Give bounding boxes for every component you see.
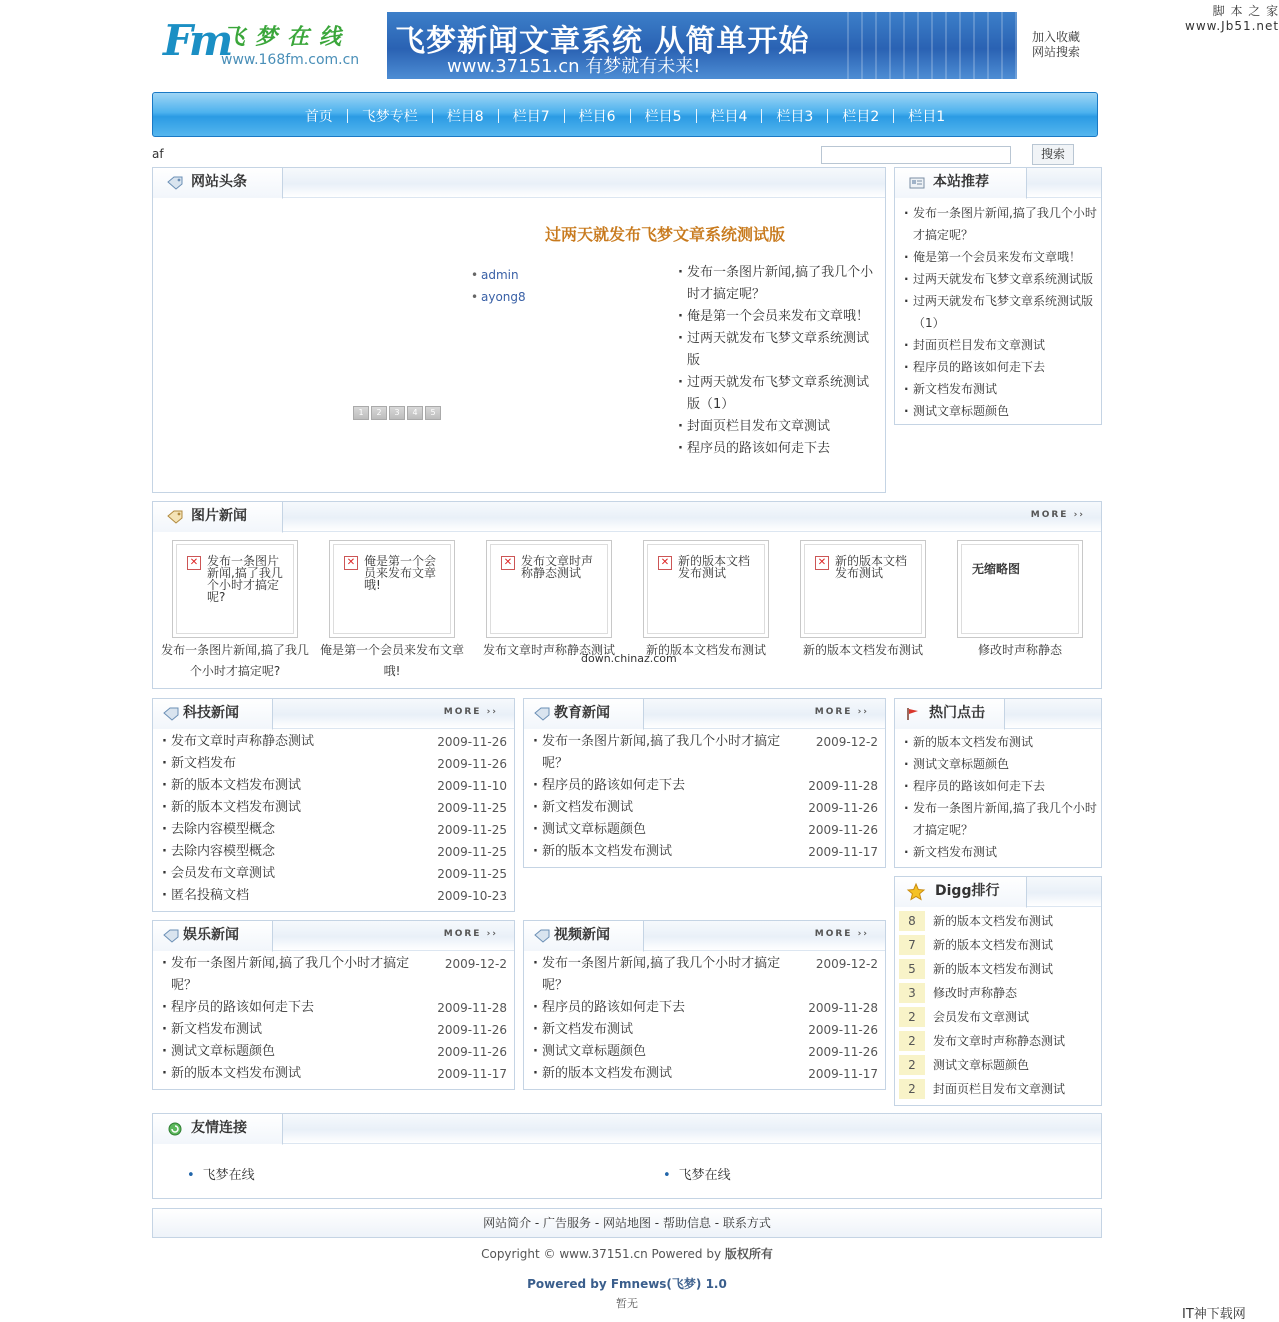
- item-title[interactable]: 发布一条图片新闻,搞了我几个小时才搞定呢？: [542, 956, 781, 993]
- digg-item[interactable]: [895, 1005, 1101, 1029]
- item-title[interactable]: 新的版本文档发布测试: [542, 1066, 673, 1081]
- search-row: [152, 146, 1102, 166]
- list-item[interactable]: [532, 731, 878, 775]
- broken-image-icon: ✕: [815, 556, 829, 570]
- list-item[interactable]: · 过两天就发布飞梦文章系统测试版: [903, 268, 1099, 290]
- list-item[interactable]: · 过两天就发布飞梦文章系统测试版: [677, 328, 877, 372]
- item-title[interactable]: 匿名投稿文档: [171, 888, 250, 903]
- list-item[interactable]: [532, 797, 878, 819]
- item-title[interactable]: 测试文章标题颜色: [542, 822, 647, 837]
- list-item[interactable]: [532, 775, 878, 797]
- list-item[interactable]: [161, 819, 507, 841]
- list-item[interactable]: [532, 1063, 878, 1085]
- item-title[interactable]: 测试文章标题颜色: [542, 1044, 647, 1059]
- item-date: 2009-11-26: [437, 1023, 507, 1037]
- friend-links-box: [152, 1113, 1102, 1199]
- list-item[interactable]: [161, 1019, 507, 1041]
- user-link[interactable]: • admin: [471, 264, 526, 286]
- photo-alt: 发布文章时声称静态测试: [521, 554, 594, 580]
- friend-link[interactable]: • 飞梦在线: [187, 1164, 255, 1183]
- item-title[interactable]: 新的版本文档发布测试: [542, 844, 673, 859]
- item-date: 2009-11-25: [437, 801, 507, 815]
- item-date: 2009-12-2: [444, 957, 507, 971]
- photo-frame[interactable]: [486, 540, 612, 638]
- tag-icon: [534, 929, 550, 943]
- item-title[interactable]: 去除内容模型概念: [171, 822, 276, 837]
- ent-news-title: 娱乐新闻: [183, 927, 239, 943]
- ent-news-box: [152, 920, 515, 1090]
- nav-item[interactable]: 栏目4: [710, 108, 748, 125]
- list-item[interactable]: · 新文档发布测试: [903, 378, 1099, 400]
- recommend-list: [903, 202, 1099, 422]
- item-date: 2009-11-26: [437, 757, 507, 771]
- search-row-text: af: [152, 147, 164, 161]
- nav-item[interactable]: 飞梦专栏: [361, 108, 418, 125]
- digg-count: 3: [899, 983, 925, 1003]
- item-date: 2009-11-28: [808, 779, 878, 793]
- more-link[interactable]: MORE ››: [443, 707, 498, 717]
- item-date: 2009-10-23: [437, 889, 507, 903]
- digg-title-text[interactable]: 会员发布文章测试: [933, 1010, 1030, 1024]
- corner-line1: 脚 本 之 家: [1212, 4, 1279, 18]
- item-title[interactable]: 新文档发布测试: [542, 1022, 634, 1037]
- more-link[interactable]: MORE ››: [814, 929, 869, 939]
- item-date: 2009-11-26: [437, 1045, 507, 1059]
- digg-item[interactable]: [895, 933, 1101, 957]
- list-item[interactable]: · 程序员的路该如何走下去: [903, 356, 1099, 378]
- more-link[interactable]: MORE ››: [1030, 510, 1085, 520]
- logo-mark: Fm: [163, 16, 230, 65]
- more-link[interactable]: MORE ››: [443, 929, 498, 939]
- headline-users: [471, 264, 526, 308]
- digg-item[interactable]: [895, 1029, 1101, 1053]
- item-title[interactable]: 新的版本文档发布测试: [171, 800, 302, 815]
- list-item[interactable]: [161, 885, 507, 907]
- item-date: 2009-11-26: [808, 1023, 878, 1037]
- list-item[interactable]: [532, 841, 878, 863]
- top-links: [1032, 30, 1080, 60]
- ent-news-list: [161, 953, 507, 1085]
- banner-subtitle: www.37151.cn 有梦就有未来!: [447, 56, 701, 77]
- list-item[interactable]: [161, 841, 507, 863]
- tech-news-box: [152, 698, 515, 912]
- photo-alt: 新的版本文档发布测试: [678, 554, 751, 580]
- tag-icon: [534, 707, 550, 721]
- photo-caption[interactable]: 新的版本文档发布测试: [802, 643, 923, 657]
- image-watermark: down.chinaz.com: [581, 652, 677, 665]
- item-title[interactable]: 去除内容模型概念: [171, 844, 276, 859]
- photo-frame[interactable]: [172, 540, 298, 638]
- item-date: 2009-12-2: [815, 957, 878, 971]
- recommend-box: [894, 167, 1102, 425]
- item-date: 2009-11-28: [437, 1001, 507, 1015]
- list-item[interactable]: · 过两天就发布飞梦文章系统测试版（1）: [903, 290, 1099, 334]
- pager-button[interactable]: 5: [425, 406, 441, 420]
- banner-title: 飞梦新闻文章系统 从简单开始: [395, 24, 810, 59]
- list-item[interactable]: · 发布一条图片新闻,搞了我几个小时才搞定呢？: [903, 797, 1099, 841]
- list-item[interactable]: [532, 953, 878, 997]
- pager-button[interactable]: 3: [389, 406, 405, 420]
- list-item[interactable]: [532, 997, 878, 1019]
- logo-cn-text: 飞梦在线: [223, 24, 352, 50]
- hot-clicks-list: [903, 731, 1099, 863]
- copyright: [152, 1245, 1102, 1262]
- headline-box: [152, 167, 886, 493]
- no-thumbnail-image: 无缩略图: [972, 562, 1021, 576]
- list-item[interactable]: [532, 1041, 878, 1063]
- nav-item[interactable]: 栏目6: [578, 108, 616, 125]
- pager-button[interactable]: 2: [371, 406, 387, 420]
- nav-item[interactable]: 栏目1: [908, 108, 946, 125]
- item-title[interactable]: 测试文章标题颜色: [171, 1044, 276, 1059]
- item-title[interactable]: 新文档发布: [171, 756, 237, 771]
- list-item[interactable]: · 程序员的路该如何走下去: [903, 775, 1099, 797]
- item-date: 2009-11-17: [437, 1067, 507, 1081]
- list-item[interactable]: [161, 1041, 507, 1063]
- tag-icon: [163, 929, 179, 943]
- item-date: 2009-11-25: [437, 845, 507, 859]
- nav-item[interactable]: 栏目3: [776, 108, 814, 125]
- digg-title-text[interactable]: 发布文章时声称静态测试: [933, 1034, 1066, 1048]
- item-date: 2009-11-17: [808, 1067, 878, 1081]
- list-item[interactable]: · 封面页栏目发布文章测试: [903, 334, 1099, 356]
- tag-icon: [167, 176, 183, 190]
- item-date: 2009-11-26: [437, 735, 507, 749]
- video-news-list: [532, 953, 878, 1085]
- tech-news-title: 科技新闻: [183, 705, 239, 721]
- edu-news-title: 教育新闻: [554, 705, 610, 721]
- user-link[interactable]: • ayong8: [471, 286, 526, 308]
- list-item[interactable]: [161, 775, 507, 797]
- pager-button[interactable]: 4: [407, 406, 423, 420]
- tag-icon: [163, 707, 179, 721]
- header-banner[interactable]: [387, 12, 1017, 79]
- item-title[interactable]: 发布一条图片新闻,搞了我几个小时才搞定呢？: [542, 734, 781, 771]
- hot-clicks-box: [894, 698, 1102, 868]
- site-search-link[interactable]: 网站搜索: [1032, 45, 1081, 59]
- digg-title-text[interactable]: 新的版本文档发布测试: [933, 962, 1054, 976]
- headline-header: [153, 168, 885, 198]
- item-title[interactable]: 发布一条图片新闻,搞了我几个小时才搞定呢？: [171, 956, 410, 993]
- list-item[interactable]: [532, 819, 878, 841]
- digg-count: 2: [899, 1079, 925, 1099]
- tech-news-list: [161, 731, 507, 907]
- list-item[interactable]: [161, 997, 507, 1019]
- item-title[interactable]: 程序员的路该如何走下去: [542, 778, 686, 793]
- digg-count: 8: [899, 911, 925, 931]
- list-item[interactable]: · 俺是第一个会员来发布文章哦！: [677, 306, 877, 328]
- digg-item[interactable]: [895, 981, 1101, 1005]
- digg-title: Digg排行: [935, 883, 1000, 899]
- digg-count: 7: [899, 935, 925, 955]
- photo-alt: 新的版本文档发布测试: [835, 554, 908, 580]
- photo-item[interactable]: [157, 540, 313, 682]
- powered-by: Powered by Fmnews(飞梦) 1.0: [527, 1277, 727, 1291]
- list-item[interactable]: [161, 753, 507, 775]
- add-favorite-link[interactable]: 加入收藏: [1032, 30, 1081, 44]
- nav-item[interactable]: 栏目7: [512, 108, 550, 125]
- friend-link[interactable]: • 飞梦在线: [663, 1164, 731, 1183]
- list-item[interactable]: [161, 731, 507, 753]
- item-title[interactable]: 新的版本文档发布测试: [171, 778, 302, 793]
- item-title[interactable]: 程序员的路该如何走下去: [171, 1000, 315, 1015]
- photo-news-title: 图片新闻: [191, 508, 247, 524]
- pager-button[interactable]: 1: [353, 406, 369, 420]
- nav-item[interactable]: 首页: [304, 108, 333, 125]
- list-item[interactable]: · 测试文章标题颜色: [903, 753, 1099, 775]
- list-item[interactable]: · 测试文章标题颜色: [903, 400, 1099, 422]
- refresh-icon: [167, 1122, 183, 1136]
- search-input[interactable]: [821, 146, 1011, 164]
- digg-title-text[interactable]: 新的版本文档发布测试: [933, 914, 1054, 928]
- photo-caption[interactable]: 新的版本文档发布测试: [645, 643, 766, 657]
- list-item[interactable]: [161, 797, 507, 819]
- photo-item[interactable]: [942, 540, 1098, 661]
- footer-links[interactable]: 网站简介 - 广告服务 - 网站地图 - 帮助信息 - 联系方式: [152, 1208, 1102, 1238]
- list-item[interactable]: [532, 1019, 878, 1041]
- corner-line2: www.Jb51.net: [1185, 19, 1279, 33]
- photo-frame[interactable]: [800, 540, 926, 638]
- digg-title-text[interactable]: 封面页栏目发布文章测试: [933, 1082, 1066, 1096]
- headline-title: 网站头条: [191, 174, 247, 190]
- photo-frame[interactable]: [643, 540, 769, 638]
- item-date: 2009-11-10: [437, 779, 507, 793]
- digg-item[interactable]: [895, 1077, 1101, 1101]
- item-date: 2009-12-2: [815, 735, 878, 749]
- photo-caption[interactable]: 发布文章时声称静态测试: [482, 643, 615, 657]
- video-news-title: 视频新闻: [554, 927, 610, 943]
- photo-caption[interactable]: 修改时声称静态: [977, 643, 1062, 657]
- digg-count: 2: [899, 1055, 925, 1075]
- digg-item[interactable]: [895, 909, 1101, 933]
- item-date: 2009-11-17: [808, 845, 878, 859]
- site-logo[interactable]: [163, 14, 383, 74]
- list-item[interactable]: · 新文档发布测试: [903, 841, 1099, 863]
- photo-news-box: [152, 501, 1102, 689]
- list-item[interactable]: · 发布一条图片新闻,搞了我几个小时才搞定呢？: [903, 202, 1099, 246]
- recommend-title: 本站推荐: [933, 174, 989, 190]
- photo-frame[interactable]: [329, 540, 455, 638]
- digg-title-text[interactable]: 测试文章标题颜色: [933, 1058, 1030, 1072]
- photo-item[interactable]: [628, 540, 784, 661]
- nav-item[interactable]: 栏目8: [446, 108, 484, 125]
- item-date: 2009-11-25: [437, 867, 507, 881]
- nav-item[interactable]: 栏目5: [644, 108, 682, 125]
- logo-url: www.168fm.com.cn: [221, 52, 360, 68]
- photo-item[interactable]: [471, 540, 627, 661]
- friend-links-title: 友情连接: [191, 1120, 247, 1136]
- photo-alt: 发布一条图片新闻,搞了我几个小时才搞定呢?: [207, 554, 283, 604]
- flag-icon: [905, 707, 921, 721]
- search-button[interactable]: 搜索: [1032, 144, 1074, 165]
- news-icon: [909, 176, 925, 190]
- digg-title-text[interactable]: 新的版本文档发布测试: [933, 938, 1054, 952]
- nav-item[interactable]: 栏目2: [842, 108, 880, 125]
- more-link[interactable]: MORE ››: [814, 707, 869, 717]
- item-date: 2009-11-25: [437, 823, 507, 837]
- list-item[interactable]: · 过两天就发布飞梦文章系统测试版（1）: [677, 372, 877, 416]
- corner-watermark: [1185, 4, 1279, 34]
- main-nav: [152, 92, 1098, 137]
- item-title[interactable]: 程序员的路该如何走下去: [542, 1000, 686, 1015]
- photo-caption[interactable]: 俺是第一个会员来发布文章哦!: [319, 643, 464, 678]
- list-item[interactable]: · 发布一条图片新闻,搞了我几个小时才搞定呢？: [677, 262, 877, 306]
- photo-item[interactable]: [785, 540, 941, 661]
- edu-news-list: [532, 731, 878, 863]
- digg-title-text[interactable]: 修改时声称静态: [933, 986, 1018, 1000]
- broken-image-icon: ✕: [658, 556, 672, 570]
- list-item[interactable]: · 俺是第一个会员来发布文章哦！: [903, 246, 1099, 268]
- slideshow-pager: [353, 406, 441, 420]
- item-title[interactable]: 会员发布文章测试: [171, 866, 276, 881]
- broken-image-icon: ✕: [344, 556, 358, 570]
- banner-chart-graphic: [847, 12, 1017, 79]
- list-item[interactable]: · 程序员的路该如何走下去: [677, 438, 877, 460]
- video-news-box: [523, 920, 886, 1090]
- digg-item[interactable]: [895, 1053, 1101, 1077]
- headline-list: [677, 262, 877, 460]
- item-title[interactable]: 新文档发布测试: [542, 800, 634, 815]
- list-item[interactable]: [161, 863, 507, 885]
- item-date: 2009-11-26: [808, 823, 878, 837]
- corner-watermark-bottom: IT神下载网: [1182, 1307, 1246, 1322]
- broken-image-icon: ✕: [187, 556, 201, 570]
- item-title[interactable]: 新的版本文档发布测试: [171, 1066, 302, 1081]
- digg-box: [894, 876, 1102, 1106]
- tag-icon: [167, 510, 183, 524]
- item-title[interactable]: 发布文章时声称静态测试: [171, 734, 315, 749]
- item-title[interactable]: 新文档发布测试: [171, 1022, 263, 1037]
- photo-item[interactable]: [314, 540, 470, 682]
- copyright-text: Copyright © www.37151.cn Powered by: [481, 1247, 725, 1261]
- hot-clicks-title: 热门点击: [929, 705, 985, 721]
- digg-list: [895, 909, 1101, 1101]
- star-icon: [907, 883, 925, 901]
- list-item[interactable]: · 封面页栏目发布文章测试: [677, 416, 877, 438]
- list-item[interactable]: [161, 953, 507, 997]
- digg-count: 2: [899, 1031, 925, 1051]
- digg-item[interactable]: [895, 957, 1101, 981]
- digg-count: 5: [899, 959, 925, 979]
- broken-image-icon: ✕: [501, 556, 515, 570]
- list-item[interactable]: · 新的版本文档发布测试: [903, 731, 1099, 753]
- item-date: 2009-11-28: [808, 1001, 878, 1015]
- edu-news-box: [523, 698, 886, 868]
- photo-alt: 俺是第一个会员来发布文章哦!: [364, 554, 437, 592]
- photo-caption[interactable]: 发布一条图片新闻,搞了我几个小时才搞定呢?: [161, 643, 309, 678]
- footer-none: 暂无: [616, 1297, 638, 1310]
- photo-frame[interactable]: [957, 540, 1083, 638]
- headline-feature-link[interactable]: 过两天就发布飞梦文章系统测试版: [545, 225, 786, 244]
- item-date: 2009-11-26: [808, 801, 878, 815]
- list-item[interactable]: [161, 1063, 507, 1085]
- rights-text: 版权所有: [724, 1247, 773, 1261]
- digg-count: 2: [899, 1007, 925, 1027]
- item-date: 2009-11-26: [808, 1045, 878, 1059]
